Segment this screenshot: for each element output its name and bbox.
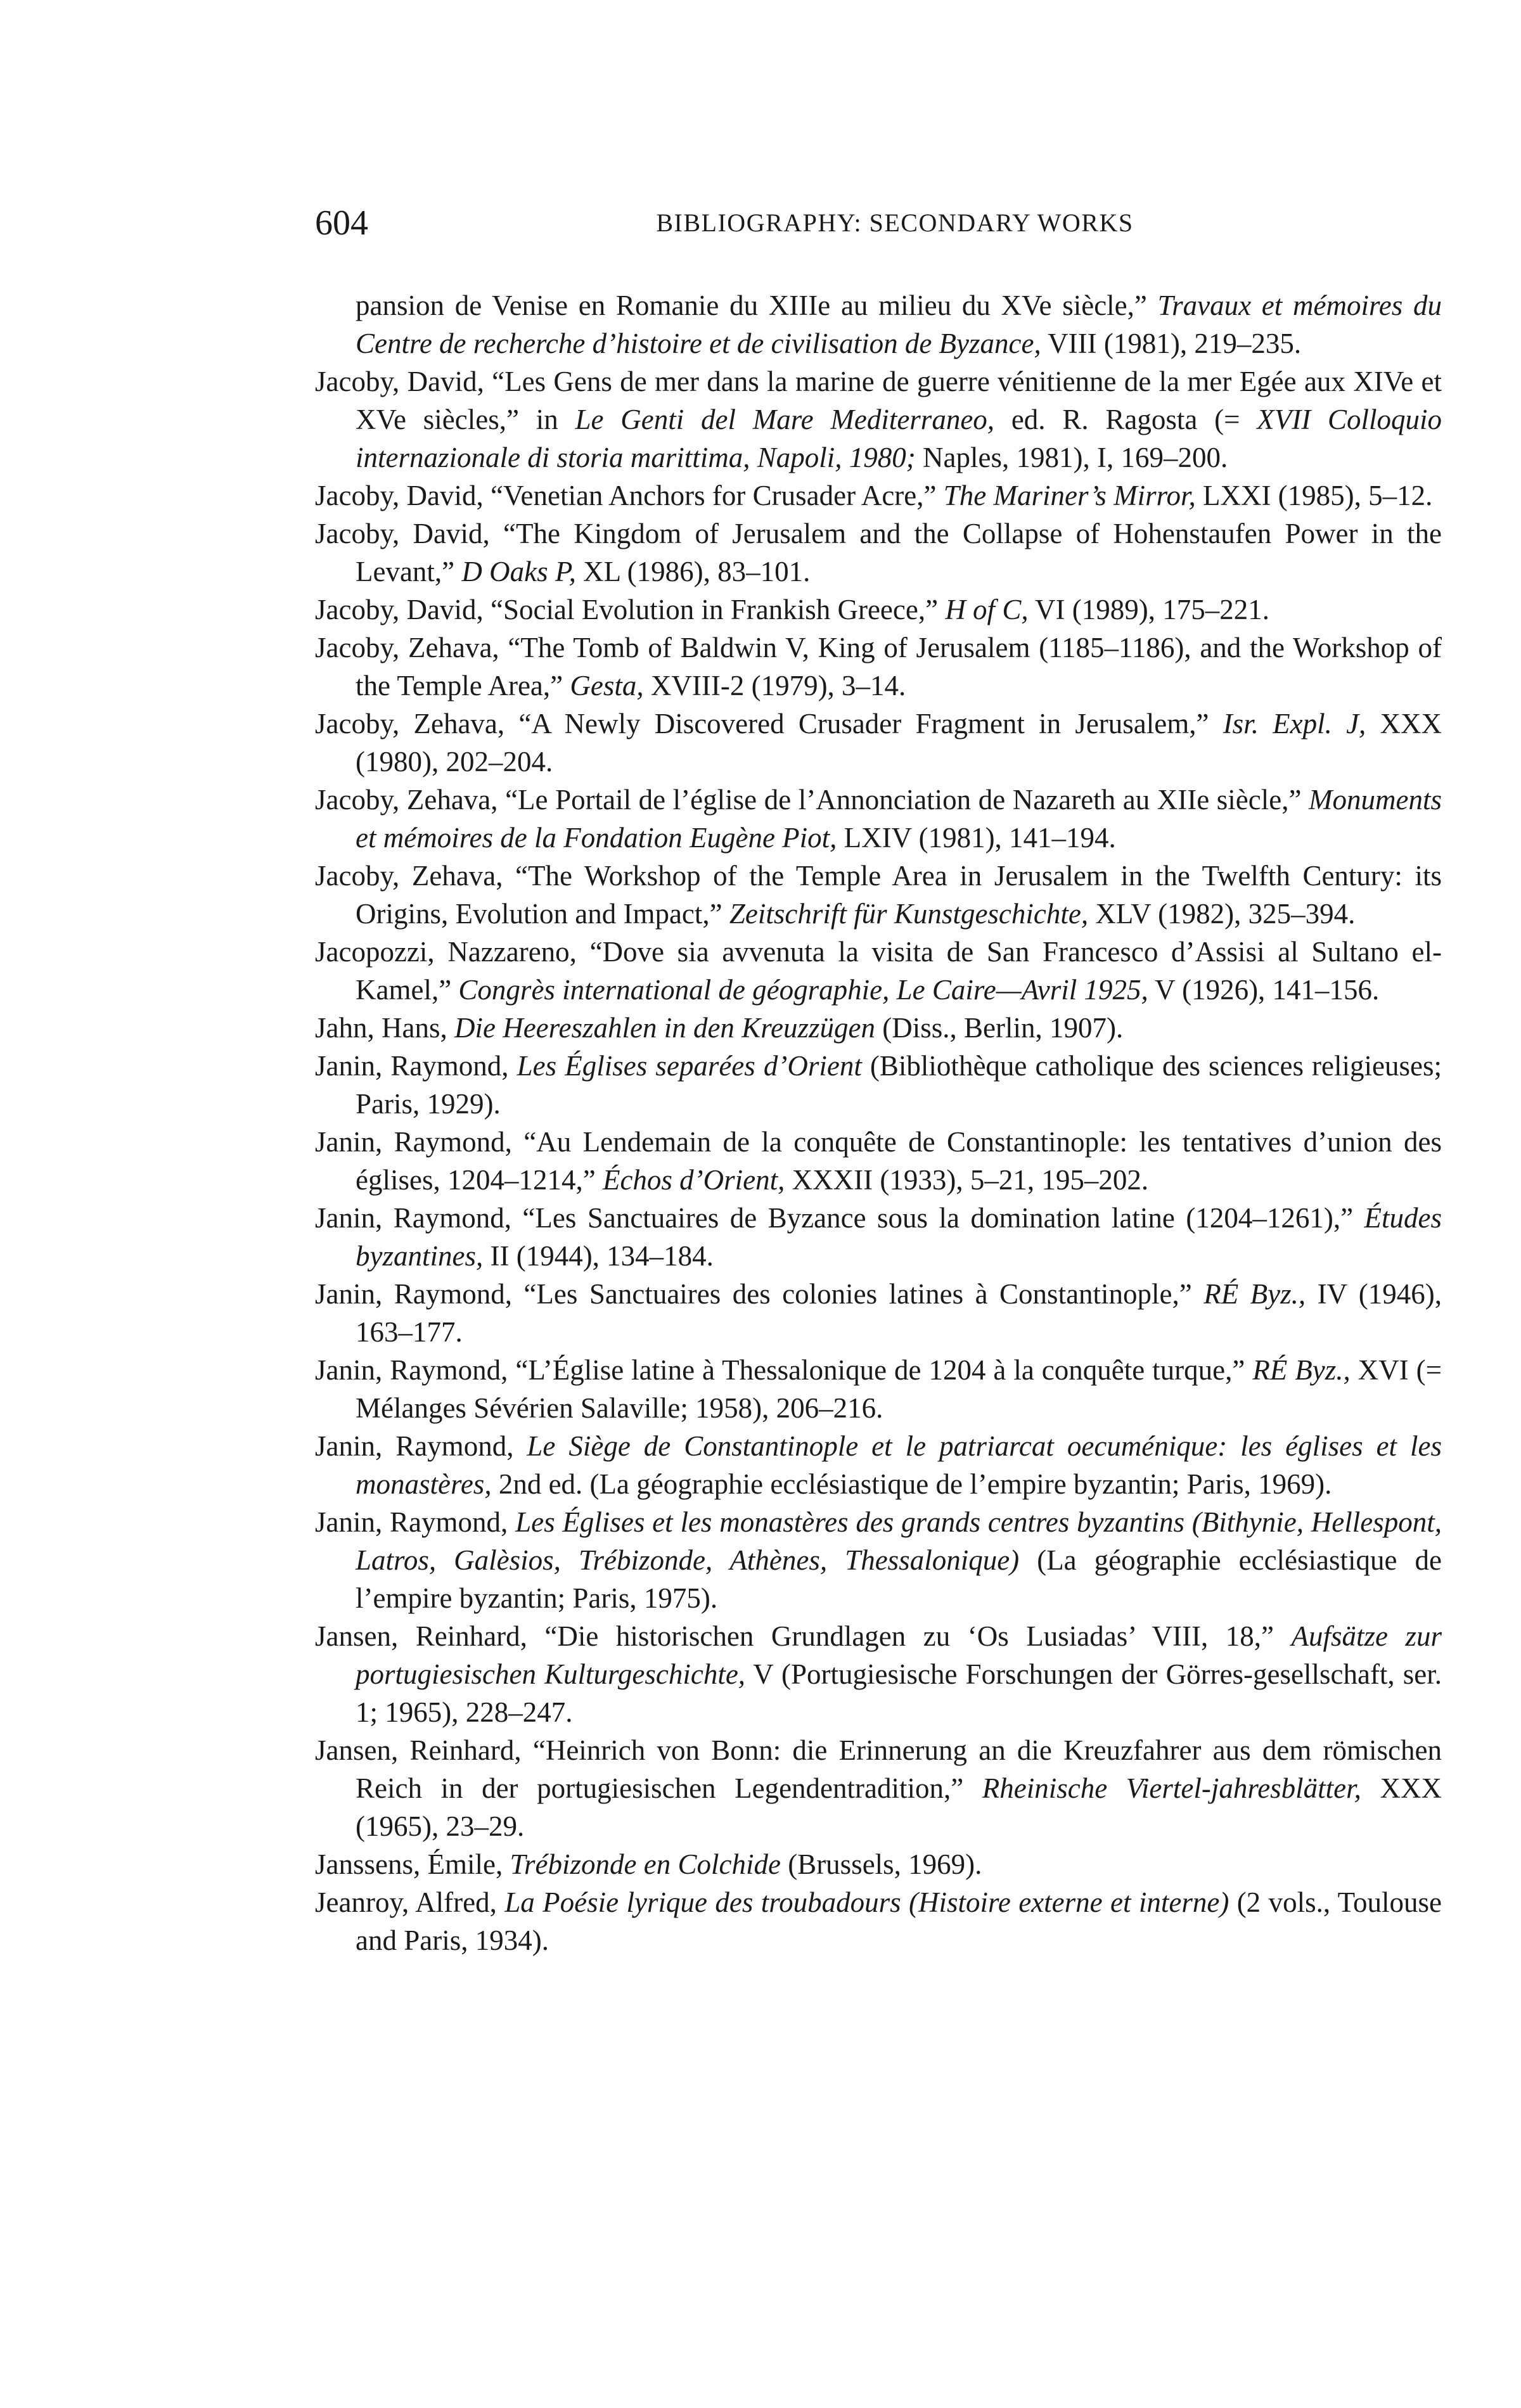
bibliography-entry: Janin, Raymond, “Les Sanctuaires de Byzance sous la domination latine (1204–1261),” Études byzantines, II (1944), 134–184. [315,1202,1442,1272]
bibliography-entry: Janin, Raymond, Les Églises separées d’Orient (Bibliothèque catholique des sciences religieuses; Paris, 1929). [315,1050,1442,1120]
bibliography-entry: pansion de Venise en Romanie du XIIIe au milieu du XVe siècle,” Travaux et mémoires du Centre de recherche d’histoire et de civilisation de Byzance, VIII (1981), 219–235. [356,290,1442,359]
bibliography-entry: Janin, Raymond, Les Églises et les monastères des grands centres byzantins (Bithynie, Hellespont, Latros, Galèsios, Trébizonde, Athènes, Thessalonique) (La géographie ecclésiastique de l’empire byzantin; Paris, 1975). [315,1506,1442,1614]
bibliography-entry: Jansen, Reinhard, “Die historischen Grundlagen zu ‘Os Lusiadas’ VIII, 18,” Aufsätze zur portugiesischen Kulturgeschichte, V (Portugiesische Forschungen der Görres-gesellschaft, ser. 1; 1965), 228–247. [315,1620,1442,1728]
bibliography-entry: Janin, Raymond, “Les Sanctuaires des colonies latines à Constantinople,” RÉ Byz., IV (1946), 163–177. [315,1278,1442,1348]
bibliography-entry: Jacoby, David, “The Kingdom of Jerusalem and the Collapse of Hohenstaufen Power in the Levant,” D Oaks P, XL (1986), 83–101. [315,518,1442,587]
bibliography-entry: Jacoby, Zehava, “The Tomb of Baldwin V, King of Jerusalem (1185–1186), and the Workshop of the Temple Area,” Gesta, XVIII-2 (1979), 3–14. [315,632,1442,701]
page-header [315,198,1449,248]
bibliography-entry: Jacoby, Zehava, “A Newly Discovered Crusader Fragment in Jerusalem,” Isr. Expl. J, XXX (1980), 202–204. [315,708,1442,778]
bibliography-entry: Jeanroy, Alfred, La Poésie lyrique des troubadours (Histoire externe et interne) (2 vols., Toulouse and Paris, 1934). [315,1886,1442,1956]
bibliography-entry: Janin, Raymond, “L’Église latine à Thessalonique de 1204 à la conquête turque,” RÉ Byz., XVI (= Mélanges Sévérien Salaville; 1958), 206–216. [315,1354,1442,1424]
page-number: 604 [315,203,368,243]
bibliography-entry: Jansen, Reinhard, “Heinrich von Bonn: die Erinnerung an die Kreuzfahrer aus dem römischen Reich in der portugiesischen Legendentradition,” Rheinische Viertel-jahresblätter, XXX (1965), 23–29. [315,1734,1442,1842]
bibliography-list [315,286,1442,1959]
bibliography-entry: Jacoby, David, “Social Evolution in Frankish Greece,” H of C, VI (1989), 175–221. [315,594,1269,625]
bibliography-entry: Jacoby, David, “Venetian Anchors for Crusader Acre,” The Mariner’s Mirror, LXXI (1985), 5–12. [315,480,1433,511]
bibliography-entry: Jacoby, Zehava, “The Workshop of the Temple Area in Jerusalem in the Twelfth Century: its Origins, Evolution and Impact,” Zeitschrift für Kunstgeschichte, XLV (1982), 325–394. [315,860,1442,930]
bibliography-entry: Jacoby, Zehava, “Le Portail de l’église de l’Annonciation de Nazareth au XIIe siècle,” Monuments et mémoires de la Fondation Eugène Piot, LXIV (1981), 141–194. [315,784,1442,854]
bibliography-entry: Jacopozzi, Nazzareno, “Dove sia avvenuta la visita de San Francesco d’Assisi al Sultano el-Kamel,” Congrès international de géographie, Le Caire—Avril 1925, V (1926), 141–156. [315,936,1442,1006]
bibliography-entry: Janssens, Émile, Trébizonde en Colchide (Brussels, 1969). [315,1848,982,1880]
bibliography-entry: Janin, Raymond, “Au Lendemain de la conquête de Constantinople: les tentatives d’union des églises, 1204–1214,” Échos d’Orient, XXXII (1933), 5–21, 195–202. [315,1126,1442,1196]
running-head: BIBLIOGRAPHY: SECONDARY WORKS [656,208,1134,237]
bibliography-entry: Janin, Raymond, Le Siège de Constantinople et le patriarcat oecuménique: les églises et les monastères, 2nd ed. (La géographie ecclésiastique de l’empire byzantin; Paris, 1969). [315,1430,1442,1500]
bibliography-entry: Jacoby, David, “Les Gens de mer dans la marine de guerre vénitienne de la mer Egée aux XIVe et XVe siècles,” in Le Genti del Mare Mediterraneo, ed. R. Ragosta (= XVII Colloquio internazionale di storia marittima, Napoli, 1980; Naples, 1981), I, 169–200. [315,366,1442,473]
bibliography-entry: Jahn, Hans, Die Heereszahlen in den Kreuzzügen (Diss., Berlin, 1907). [315,1012,1124,1044]
